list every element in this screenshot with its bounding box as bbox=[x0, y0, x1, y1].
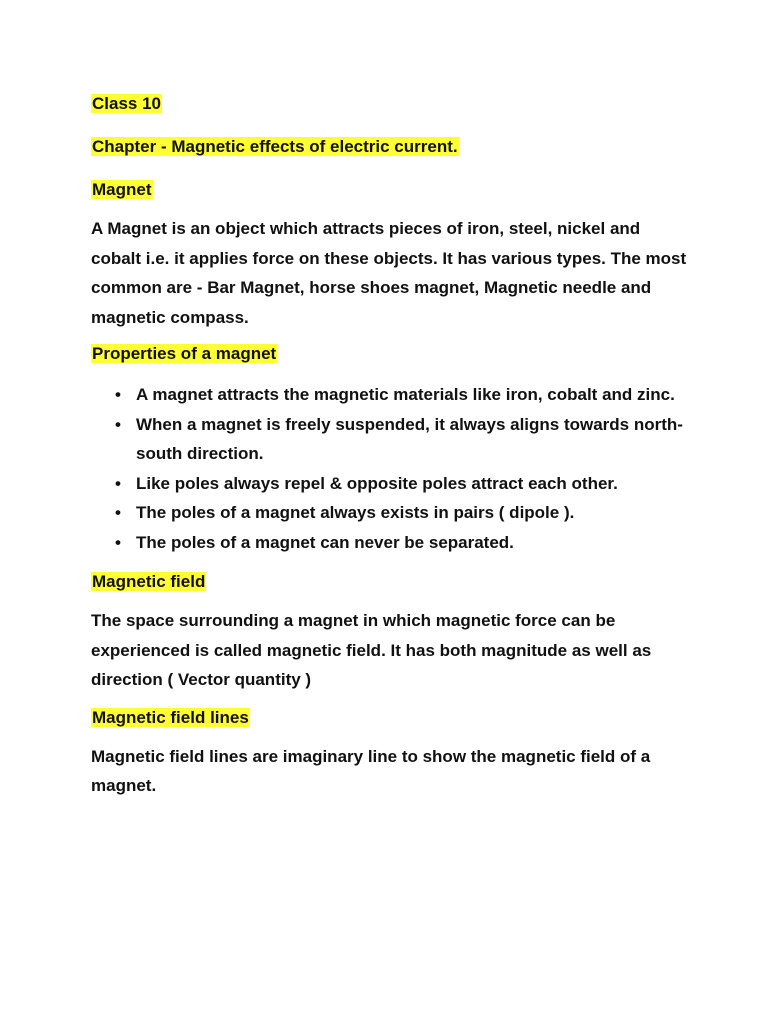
properties-heading-line bbox=[91, 342, 691, 366]
list-item bbox=[91, 380, 691, 410]
chapter-heading-line bbox=[91, 135, 691, 159]
magnet-paragraph: A Magnet is an object which attracts pieces of iron, steel, nickel and cobalt i.e. it applies force on these objects. It has various types. The most common are - Bar Magnet, horse shoes magnet, Magnetic needle and magnetic compass. bbox=[91, 219, 687, 327]
list-item bbox=[91, 528, 691, 558]
magnet-heading: Magnet bbox=[92, 180, 152, 199]
field-paragraph: The space surrounding a magnet in which magnetic force can be experienced is called magnetic field. It has both magnitude as well as direction ( Vector quantity ) bbox=[91, 611, 652, 689]
bullet-icon: • bbox=[115, 503, 121, 522]
bullet-icon: • bbox=[115, 414, 121, 434]
list-item-text: Like poles always repel & opposite poles attract each other. bbox=[136, 473, 618, 493]
list-item-text: The poles of a magnet always exists in pairs ( dipole ). bbox=[136, 503, 575, 522]
field-lines-heading: Magnetic field lines bbox=[92, 707, 249, 727]
list-item bbox=[91, 498, 691, 528]
magnet-heading-line bbox=[91, 178, 691, 202]
class-heading: Class 10 bbox=[92, 94, 161, 113]
bullet-icon: • bbox=[115, 473, 121, 493]
class-heading-line bbox=[91, 92, 691, 116]
list-item-text: A magnet attracts the magnetic materials like iron, cobalt and zinc. bbox=[136, 385, 675, 404]
field-heading: Magnetic field bbox=[92, 572, 206, 591]
field-heading-line bbox=[91, 570, 691, 594]
bullet-icon: • bbox=[115, 385, 121, 404]
list-item-text: When a magnet is freely suspended, it always aligns towards north-south direction. bbox=[136, 414, 683, 463]
list-item bbox=[91, 410, 691, 469]
bullet-icon: • bbox=[115, 532, 121, 552]
document-page bbox=[91, 92, 691, 801]
properties-heading: Properties of a magnet bbox=[92, 344, 277, 363]
list-item bbox=[91, 469, 691, 499]
properties-list bbox=[91, 380, 691, 557]
chapter-heading: Chapter - Magnetic effects of electric current. bbox=[92, 137, 458, 156]
field-lines-heading-line bbox=[91, 706, 691, 730]
field-lines-paragraph: Magnetic field lines are imaginary line to show the magnetic field of a magnet. bbox=[91, 746, 651, 795]
list-item-text: The poles of a magnet can never be separated. bbox=[136, 532, 514, 552]
